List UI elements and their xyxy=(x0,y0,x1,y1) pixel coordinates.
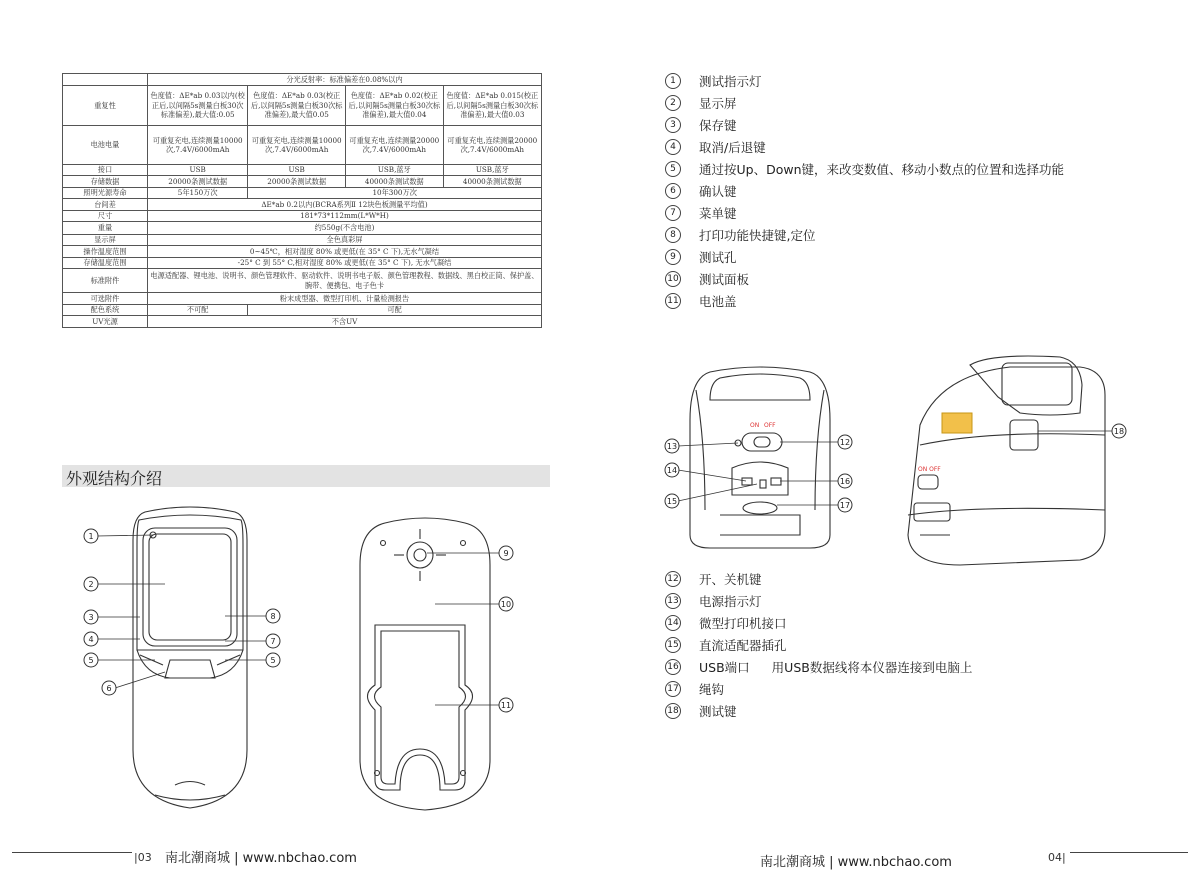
callout-number: 3 xyxy=(88,613,94,622)
spec-cell: 不含UV xyxy=(148,316,542,328)
legend-number: 13 xyxy=(665,593,681,609)
svg-text:ON OFF: ON OFF xyxy=(918,466,941,473)
callout-number: 15 xyxy=(666,497,678,506)
callout-number: 5 xyxy=(270,656,276,665)
callout-number: 11 xyxy=(500,701,512,710)
legend-number: 1 xyxy=(665,73,681,89)
spec-cell: 可配 xyxy=(248,305,542,316)
spec-label: 配色系统 xyxy=(63,305,148,316)
legend-text: 测试键 xyxy=(699,704,737,719)
page-number-right-value: 04 xyxy=(1048,851,1062,864)
legend-number: 2 xyxy=(665,95,681,111)
spec-cell: 全色真彩屏 xyxy=(148,235,542,246)
page-number-left: |03 xyxy=(134,851,152,864)
callout-number: 2 xyxy=(88,580,94,589)
spec-label: 重复性 xyxy=(63,86,148,126)
legend-number: 6 xyxy=(665,183,681,199)
spec-cell: USB,蓝牙 xyxy=(443,165,541,176)
legend-text: 菜单键 xyxy=(699,206,737,221)
spec-label: 重量 xyxy=(63,222,148,235)
spec-cell: 粉末成型器、微型打印机、计量检测报告 xyxy=(148,293,542,305)
spec-cell: 181*73*112mm(L*W*H) xyxy=(148,211,542,222)
legend-extra: 用USB数据线将本仪器连接到电脑上 xyxy=(771,660,973,675)
legend-number: 3 xyxy=(665,117,681,133)
legend-item xyxy=(665,290,1105,312)
callout-number: 17 xyxy=(839,501,851,510)
spec-cell: 不可配 xyxy=(148,305,248,316)
legend-text: 绳钩 xyxy=(699,682,725,697)
off-label: OFF xyxy=(764,422,776,429)
legend-bottom xyxy=(665,568,1105,722)
legend-text: 测试孔 xyxy=(699,250,737,265)
legend-item xyxy=(665,568,1105,590)
back-view-diagram xyxy=(355,515,525,815)
legend-item xyxy=(665,114,1105,136)
spec-cell: 20000条测试数据 xyxy=(248,176,346,188)
legend-text: 开、关机键 xyxy=(699,572,762,587)
spec-label: 存储数据 xyxy=(63,176,148,188)
legend-number: 8 xyxy=(665,227,681,243)
callout-number: 5 xyxy=(88,656,94,665)
legend-number: 10 xyxy=(665,271,681,287)
legend-item xyxy=(665,158,1105,180)
callout-number: 18 xyxy=(1113,427,1125,436)
legend-text: 测试指示灯 xyxy=(699,74,762,89)
legend-text: USB端口 xyxy=(699,660,750,675)
callout-number: 8 xyxy=(270,612,276,621)
section-title: 外观结构介绍 xyxy=(66,469,163,488)
footer-brand-right: 南北潮商城 | www.nbchao.com xyxy=(760,855,952,870)
spec-cell: USB xyxy=(148,165,248,176)
legend-item xyxy=(665,136,1105,158)
legend-item xyxy=(665,202,1105,224)
spec-cell: 色度值：ΔE*ab 0.02(校正后,以间隔5s测量白板30次标准偏差),最大值0.04 xyxy=(345,86,443,126)
front-view-diagram xyxy=(75,500,305,820)
spec-cell: ΔE*ab 0.2以内(BCRA系列Ⅱ 12块色板测量平均值) xyxy=(148,199,542,211)
spec-label: 接口 xyxy=(63,165,148,176)
legend-number: 17 xyxy=(665,681,681,697)
legend-text: 保存键 xyxy=(699,118,737,133)
footer-rule-right xyxy=(1070,852,1188,853)
spec-cell: 可重复充电,连续测量20000次,7.4V/6000mAh xyxy=(443,126,541,165)
spec-cell: 色度值：ΔE*ab 0.03以内(校正后,以间隔5s测量白板30次标准偏差),最大值:0.05 xyxy=(148,86,248,126)
legend-number: 18 xyxy=(665,703,681,719)
spec-label-blank xyxy=(63,74,148,86)
svg-text:ON: ON xyxy=(750,422,760,429)
spec-cell: 色度值：ΔE*ab 0.03(校正后,以间隔5s测量白板30次标准偏差),最大值0.05 xyxy=(248,86,346,126)
callout-number: 10 xyxy=(500,600,512,609)
bottom-view-diagram xyxy=(660,360,860,555)
legend-text: 微型打印机接口 xyxy=(699,616,787,631)
spec-cell: 可重复充电,连续测量10000次,7.4V/6000mAh xyxy=(248,126,346,165)
legend-text: 电池盖 xyxy=(699,294,737,309)
legend-item xyxy=(665,590,1105,612)
spec-cell: 约550g(不含电池) xyxy=(148,222,542,235)
callout-number: 6 xyxy=(106,684,112,693)
footer-rule-left xyxy=(12,852,132,853)
legend-top xyxy=(665,70,1105,312)
legend-item xyxy=(665,246,1105,268)
spec-table xyxy=(62,73,542,328)
legend-item xyxy=(665,92,1105,114)
page-number-right: 04| xyxy=(1048,851,1066,864)
perspective-view-diagram xyxy=(900,355,1140,570)
spec-label: 可选附件 xyxy=(63,293,148,305)
legend-text: 直流适配器插孔 xyxy=(699,638,787,653)
legend-text: 电源指示灯 xyxy=(699,594,762,609)
spec-cell: 40000条测试数据 xyxy=(345,176,443,188)
spec-cell: USB xyxy=(248,165,346,176)
legend-item xyxy=(665,700,1105,722)
spec-cell: 色度值：ΔE*ab 0.015(校正后,以间隔5s测量白板30次标准偏差),最大值0.03 xyxy=(443,86,541,126)
spec-cell: 5年150万次 xyxy=(148,188,248,199)
spec-label: 存储温度范围 xyxy=(63,258,148,269)
legend-item xyxy=(665,634,1105,656)
section-bar xyxy=(62,465,550,487)
callout-number: 16 xyxy=(839,477,851,486)
spec-cell: 20000条测试数据 xyxy=(148,176,248,188)
legend-number: 7 xyxy=(665,205,681,221)
spec-cell: 0~45℃，相对湿度 80% 或更低(在 35° C 下),无水气凝结 xyxy=(148,246,542,258)
spec-cell: USB,蓝牙 xyxy=(345,165,443,176)
spec-label: 电池电量 xyxy=(63,126,148,165)
callout-number: 9 xyxy=(503,549,509,558)
legend-item xyxy=(665,70,1105,92)
callout-number: 14 xyxy=(666,466,678,475)
legend-number: 4 xyxy=(665,139,681,155)
footer-brand-left: 南北潮商城 | www.nbchao.com xyxy=(165,851,357,866)
spec-cell: -25° C 到 55° C,相对湿度 80% 或更低(在 35° C 下), 无水气凝结 xyxy=(148,258,542,269)
legend-text: 显示屏 xyxy=(699,96,737,111)
spec-cell: 40000条测试数据 xyxy=(443,176,541,188)
callout-number: 13 xyxy=(666,442,678,451)
spec-cell: 可重复充电,连续测量20000次,7.4V/6000mAh xyxy=(345,126,443,165)
legend-text: 打印功能快捷键,定位 xyxy=(699,228,816,243)
legend-text: 测试面板 xyxy=(699,272,750,287)
callout-number: 12 xyxy=(839,438,851,447)
spec-label: 尺寸 xyxy=(63,211,148,222)
spec-label: 操作温度范围 xyxy=(63,246,148,258)
legend-text: 取消/后退键 xyxy=(699,140,766,155)
spec-cell: 电源适配器、锂电池、说明书、颜色管理软件、驱动软件、说明书电子版、颜色管理教程、数据线、黑白校正筒、保护盖、腕带、便携包、电子色卡 xyxy=(148,269,542,293)
legend-item xyxy=(665,268,1105,290)
callout-number: 1 xyxy=(88,532,94,541)
legend-item xyxy=(665,612,1105,634)
legend-item xyxy=(665,180,1105,202)
reflectance-header: 分光反射率：标准偏差在0.08%以内 xyxy=(148,74,542,86)
legend-number: 12 xyxy=(665,571,681,587)
legend-item xyxy=(665,224,1105,246)
legend-number: 15 xyxy=(665,637,681,653)
spec-cell: 10年300万次 xyxy=(248,188,542,199)
spec-label: 台间差 xyxy=(63,199,148,211)
legend-number: 9 xyxy=(665,249,681,265)
callout-number: 4 xyxy=(88,635,94,644)
legend-text: 确认键 xyxy=(699,184,737,199)
page-number-left-value: 03 xyxy=(137,851,152,864)
spec-label: UV光源 xyxy=(63,316,148,328)
legend-number: 11 xyxy=(665,293,681,309)
spec-label: 标准附件 xyxy=(63,269,148,293)
legend-number: 14 xyxy=(665,615,681,631)
legend-item xyxy=(665,678,1105,700)
callout-number: 7 xyxy=(270,637,276,646)
legend-number: 16 xyxy=(665,659,681,675)
spec-cell: 可重复充电,连续测量10000次,7.4V/6000mAh xyxy=(148,126,248,165)
spec-label: 照明光源寿命 xyxy=(63,188,148,199)
legend-text: 通过按Up、Down键，来改变数值、移动小数点的位置和选择功能 xyxy=(699,162,1065,177)
brand-label xyxy=(942,413,972,433)
legend-number: 5 xyxy=(665,161,681,177)
legend-item xyxy=(665,656,1105,678)
spec-label: 显示屏 xyxy=(63,235,148,246)
